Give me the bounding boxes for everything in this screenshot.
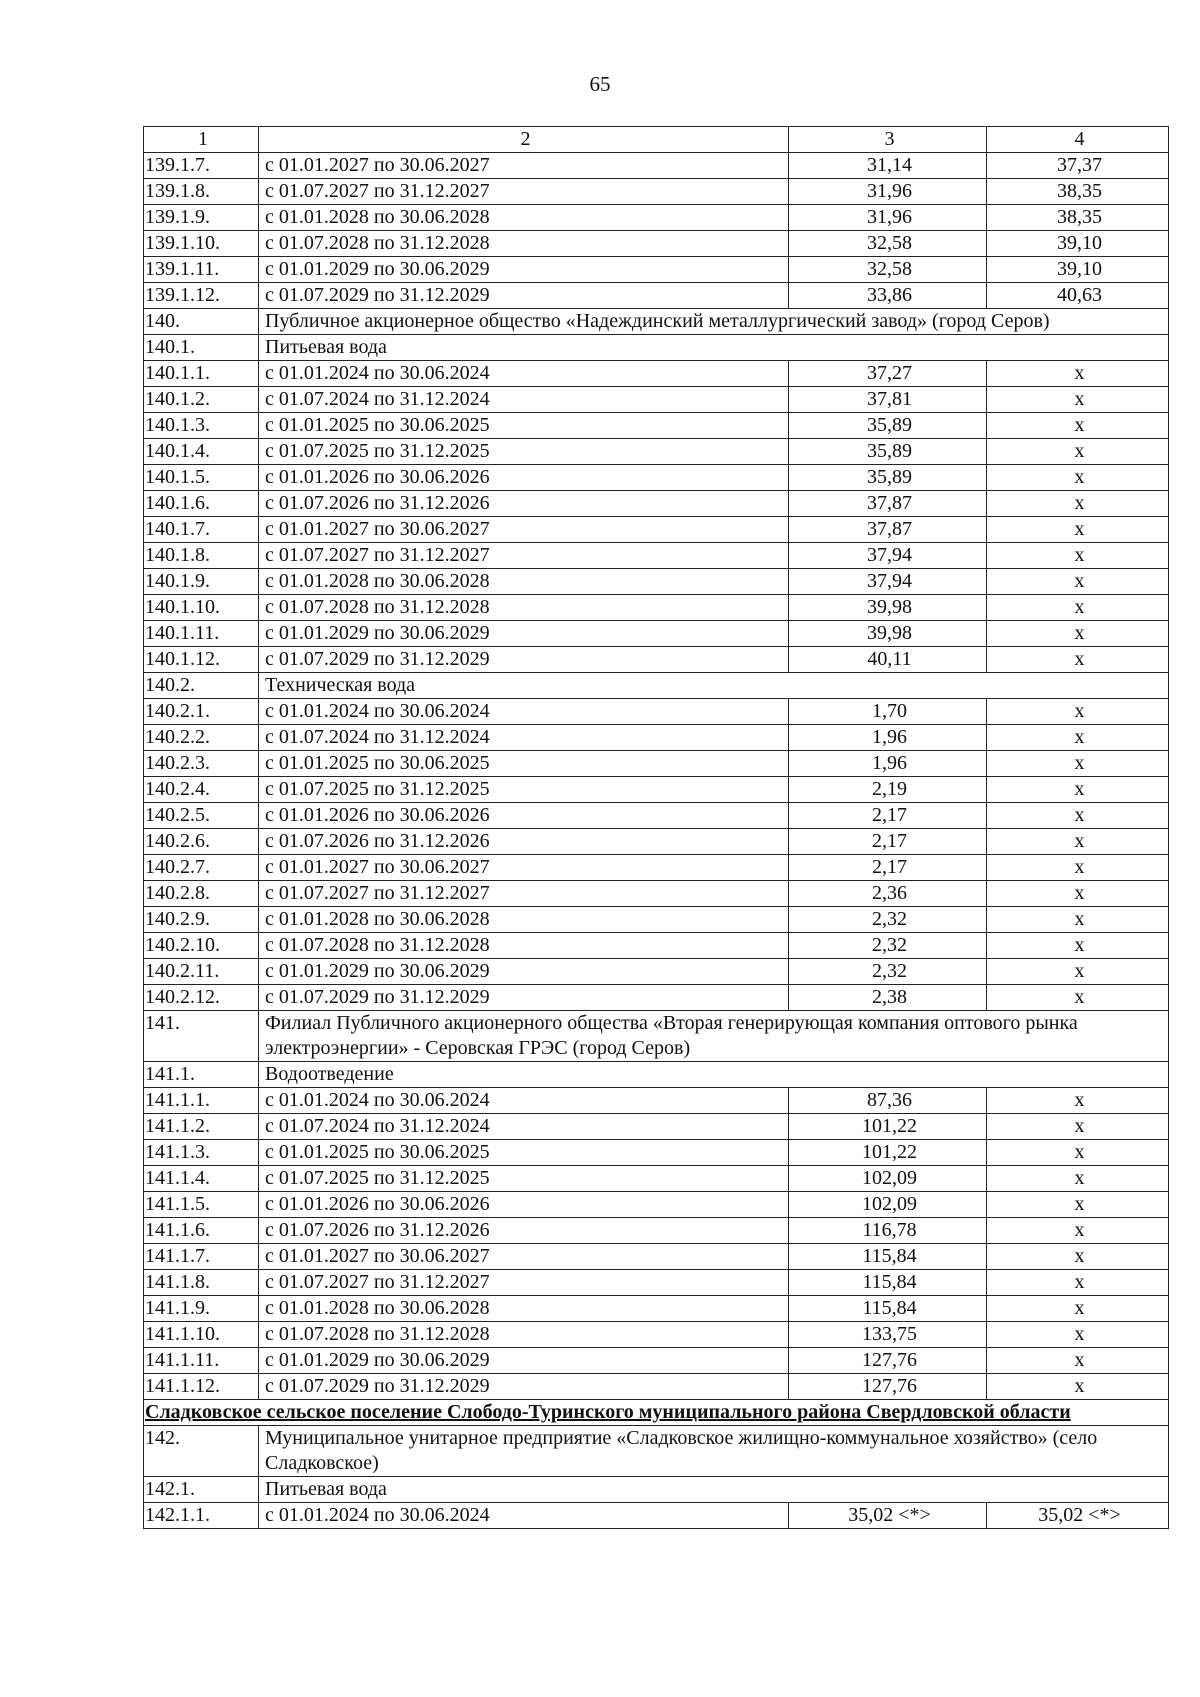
- row-value-col4: х: [987, 361, 1169, 387]
- table-row: [144, 491, 1169, 517]
- section-number: 140.1.: [144, 335, 259, 361]
- row-number: 140.1.9.: [144, 569, 259, 595]
- section-number: 140.: [144, 309, 259, 335]
- section-title: Водоотведение: [259, 1062, 1169, 1088]
- table-row: [144, 153, 1169, 179]
- row-value-col4: х: [987, 1140, 1169, 1166]
- row-value-col3: 2,19: [789, 777, 987, 803]
- row-period: с 01.01.2026 по 30.06.2026: [259, 803, 789, 829]
- row-number: 140.2.4.: [144, 777, 259, 803]
- row-number: 141.1.12.: [144, 1374, 259, 1400]
- table-row: [144, 1348, 1169, 1374]
- row-number: 141.1.3.: [144, 1140, 259, 1166]
- row-value-col4: х: [987, 647, 1169, 673]
- table-row: [144, 985, 1169, 1011]
- table-row: [144, 1140, 1169, 1166]
- section-row: [144, 309, 1169, 335]
- row-period: с 01.07.2028 по 31.12.2028: [259, 933, 789, 959]
- section-title: Питьевая вода: [259, 335, 1169, 361]
- row-number: 141.1.5.: [144, 1192, 259, 1218]
- row-value-col4: х: [987, 699, 1169, 725]
- section-row: [144, 1426, 1169, 1477]
- row-number: 140.1.12.: [144, 647, 259, 673]
- row-period: с 01.07.2029 по 31.12.2029: [259, 985, 789, 1011]
- row-value-col4: х: [987, 439, 1169, 465]
- table-row: [144, 1192, 1169, 1218]
- row-number: 140.2.7.: [144, 855, 259, 881]
- row-period: с 01.01.2028 по 30.06.2028: [259, 1296, 789, 1322]
- row-number: 139.1.7.: [144, 153, 259, 179]
- row-period: с 01.07.2026 по 31.12.2026: [259, 491, 789, 517]
- row-value-col3: 35,89: [789, 465, 987, 491]
- row-value-col3: 2,36: [789, 881, 987, 907]
- section-number: 142.1.: [144, 1477, 259, 1503]
- table-row: [144, 647, 1169, 673]
- table-row: [144, 933, 1169, 959]
- row-value-col3: 37,87: [789, 517, 987, 543]
- row-period: с 01.01.2026 по 30.06.2026: [259, 465, 789, 491]
- row-period: с 01.07.2028 по 31.12.2028: [259, 595, 789, 621]
- table-row: [144, 231, 1169, 257]
- column-header-1: 1: [144, 127, 259, 153]
- section-title: Публичное акционерное общество «Надеждинский металлургический завод» (город Серов): [259, 309, 1169, 335]
- row-period: с 01.07.2025 по 31.12.2025: [259, 1166, 789, 1192]
- row-value-col4: х: [987, 413, 1169, 439]
- table-row: [144, 855, 1169, 881]
- row-value-col4: х: [987, 1166, 1169, 1192]
- table-row: [144, 179, 1169, 205]
- table-row: [144, 543, 1169, 569]
- row-number: 141.1.4.: [144, 1166, 259, 1192]
- row-period: с 01.07.2027 по 31.12.2027: [259, 1270, 789, 1296]
- row-number: 139.1.11.: [144, 257, 259, 283]
- page-number: 65: [589, 72, 611, 96]
- row-value-col3: 35,02 <*>: [789, 1503, 987, 1529]
- section-row: [144, 335, 1169, 361]
- section-number: 141.1.: [144, 1062, 259, 1088]
- row-value-col4: х: [987, 1270, 1169, 1296]
- row-value-col4: х: [987, 907, 1169, 933]
- table-row: [144, 1296, 1169, 1322]
- row-number: 141.1.11.: [144, 1348, 259, 1374]
- row-number: 140.1.2.: [144, 387, 259, 413]
- region-title: Сладковское сельское поселение Слободо-Туринского муниципального района Свердловской области: [144, 1400, 1169, 1426]
- row-value-col4: 35,02 <*>: [987, 1503, 1169, 1529]
- table-row: [144, 517, 1169, 543]
- row-value-col3: 32,58: [789, 257, 987, 283]
- section-title: Питьевая вода: [259, 1477, 1169, 1503]
- row-value-col3: 39,98: [789, 595, 987, 621]
- table-row: [144, 439, 1169, 465]
- row-number: 140.1.7.: [144, 517, 259, 543]
- row-number: 139.1.9.: [144, 205, 259, 231]
- row-period: с 01.01.2028 по 30.06.2028: [259, 907, 789, 933]
- row-value-col4: 40,63: [987, 283, 1169, 309]
- row-value-col4: х: [987, 881, 1169, 907]
- row-period: с 01.01.2024 по 30.06.2024: [259, 1088, 789, 1114]
- table-row: [144, 621, 1169, 647]
- row-period: с 01.07.2024 по 31.12.2024: [259, 387, 789, 413]
- row-number: 140.2.8.: [144, 881, 259, 907]
- section-row: [144, 1062, 1169, 1088]
- row-value-col3: 87,36: [789, 1088, 987, 1114]
- row-value-col3: 31,96: [789, 205, 987, 231]
- row-value-col3: 133,75: [789, 1322, 987, 1348]
- row-number: 141.1.7.: [144, 1244, 259, 1270]
- table-row: [144, 257, 1169, 283]
- row-number: 140.1.10.: [144, 595, 259, 621]
- table-row: [144, 1218, 1169, 1244]
- row-value-col4: х: [987, 491, 1169, 517]
- table-row: [144, 751, 1169, 777]
- row-number: 139.1.10.: [144, 231, 259, 257]
- tariff-table-body: [144, 127, 1169, 1529]
- row-value-col3: 2,32: [789, 907, 987, 933]
- row-number: 140.1.8.: [144, 543, 259, 569]
- row-number: 140.1.11.: [144, 621, 259, 647]
- table-row: [144, 1270, 1169, 1296]
- row-period: с 01.07.2029 по 31.12.2029: [259, 1374, 789, 1400]
- row-value-col3: 2,32: [789, 959, 987, 985]
- section-title: Муниципальное унитарное предприятие «Сладковское жилищно-коммунальное хозяйство» (село Сладковское): [259, 1426, 1169, 1477]
- row-period: с 01.01.2029 по 30.06.2029: [259, 959, 789, 985]
- row-value-col3: 37,81: [789, 387, 987, 413]
- row-period: с 01.01.2025 по 30.06.2025: [259, 413, 789, 439]
- section-row: [144, 1477, 1169, 1503]
- table-row: [144, 777, 1169, 803]
- row-period: с 01.01.2027 по 30.06.2027: [259, 517, 789, 543]
- row-period: с 01.07.2028 по 31.12.2028: [259, 231, 789, 257]
- row-period: с 01.01.2027 по 30.06.2027: [259, 1244, 789, 1270]
- table-row: [144, 465, 1169, 491]
- row-value-col4: х: [987, 1088, 1169, 1114]
- row-value-col4: х: [987, 1374, 1169, 1400]
- row-period: с 01.01.2029 по 30.06.2029: [259, 257, 789, 283]
- section-title: Филиал Публичного акционерного общества «Вторая генерирующая компания оптового рынка электроэнергии» - Серовская ГРЭС (город Серов): [259, 1011, 1169, 1062]
- row-value-col3: 2,17: [789, 829, 987, 855]
- section-row: [144, 673, 1169, 699]
- row-value-col4: х: [987, 1218, 1169, 1244]
- row-number: 140.1.1.: [144, 361, 259, 387]
- row-value-col4: х: [987, 569, 1169, 595]
- row-number: 140.2.12.: [144, 985, 259, 1011]
- section-title: Техническая вода: [259, 673, 1169, 699]
- row-period: с 01.01.2024 по 30.06.2024: [259, 361, 789, 387]
- row-value-col3: 1,70: [789, 699, 987, 725]
- row-value-col3: 2,38: [789, 985, 987, 1011]
- row-period: с 01.01.2029 по 30.06.2029: [259, 621, 789, 647]
- row-number: 141.1.9.: [144, 1296, 259, 1322]
- row-value-col4: 39,10: [987, 257, 1169, 283]
- row-value-col3: 2,17: [789, 855, 987, 881]
- table-row: [144, 569, 1169, 595]
- row-number: 141.1.8.: [144, 1270, 259, 1296]
- row-period: с 01.01.2024 по 30.06.2024: [259, 699, 789, 725]
- row-period: с 01.01.2028 по 30.06.2028: [259, 205, 789, 231]
- row-value-col4: х: [987, 1114, 1169, 1140]
- row-period: с 01.01.2027 по 30.06.2027: [259, 153, 789, 179]
- table-row: [144, 1244, 1169, 1270]
- row-value-col3: 37,87: [789, 491, 987, 517]
- row-value-col4: 38,35: [987, 205, 1169, 231]
- row-value-col4: 37,37: [987, 153, 1169, 179]
- row-value-col3: 35,89: [789, 413, 987, 439]
- row-period: с 01.07.2027 по 31.12.2027: [259, 543, 789, 569]
- row-value-col3: 101,22: [789, 1140, 987, 1166]
- row-value-col3: 115,84: [789, 1296, 987, 1322]
- table-row: [144, 803, 1169, 829]
- row-number: 140.1.6.: [144, 491, 259, 517]
- row-value-col3: 127,76: [789, 1348, 987, 1374]
- row-value-col4: х: [987, 959, 1169, 985]
- row-value-col3: 115,84: [789, 1270, 987, 1296]
- row-value-col4: х: [987, 465, 1169, 491]
- row-value-col3: 1,96: [789, 751, 987, 777]
- row-value-col3: 116,78: [789, 1218, 987, 1244]
- row-value-col4: х: [987, 855, 1169, 881]
- row-period: с 01.07.2026 по 31.12.2026: [259, 829, 789, 855]
- table-row: [144, 907, 1169, 933]
- row-number: 139.1.8.: [144, 179, 259, 205]
- row-number: 141.1.10.: [144, 1322, 259, 1348]
- row-value-col4: х: [987, 777, 1169, 803]
- row-period: с 01.07.2026 по 31.12.2026: [259, 1218, 789, 1244]
- row-number: 140.2.11.: [144, 959, 259, 985]
- row-value-col3: 102,09: [789, 1192, 987, 1218]
- row-number: 140.2.1.: [144, 699, 259, 725]
- row-number: 141.1.1.: [144, 1088, 259, 1114]
- row-value-col4: х: [987, 1192, 1169, 1218]
- row-number: 140.2.2.: [144, 725, 259, 751]
- row-value-col3: 40,11: [789, 647, 987, 673]
- table-row: [144, 361, 1169, 387]
- section-number: 142.: [144, 1426, 259, 1477]
- row-period: с 01.01.2029 по 30.06.2029: [259, 1348, 789, 1374]
- row-value-col3: 115,84: [789, 1244, 987, 1270]
- table-row: [144, 1374, 1169, 1400]
- row-value-col4: х: [987, 933, 1169, 959]
- row-period: с 01.01.2027 по 30.06.2027: [259, 855, 789, 881]
- row-value-col3: 102,09: [789, 1166, 987, 1192]
- row-value-col4: х: [987, 1348, 1169, 1374]
- table-row: [144, 283, 1169, 309]
- row-value-col4: х: [987, 803, 1169, 829]
- row-period: с 01.01.2026 по 30.06.2026: [259, 1192, 789, 1218]
- section-row: [144, 1011, 1169, 1062]
- row-period: с 01.01.2025 по 30.06.2025: [259, 751, 789, 777]
- row-period: с 01.07.2027 по 31.12.2027: [259, 179, 789, 205]
- row-period: с 01.07.2024 по 31.12.2024: [259, 725, 789, 751]
- row-number: 140.1.5.: [144, 465, 259, 491]
- row-value-col3: 127,76: [789, 1374, 987, 1400]
- row-period: с 01.07.2025 по 31.12.2025: [259, 777, 789, 803]
- row-value-col4: х: [987, 751, 1169, 777]
- row-period: с 01.07.2029 по 31.12.2029: [259, 283, 789, 309]
- row-period: с 01.01.2025 по 30.06.2025: [259, 1140, 789, 1166]
- row-period: с 01.07.2028 по 31.12.2028: [259, 1322, 789, 1348]
- row-number: 140.2.3.: [144, 751, 259, 777]
- row-value-col3: 35,89: [789, 439, 987, 465]
- row-number: 140.1.3.: [144, 413, 259, 439]
- row-period: с 01.01.2028 по 30.06.2028: [259, 569, 789, 595]
- section-number: 141.: [144, 1011, 259, 1062]
- table-row: [144, 699, 1169, 725]
- table-row: [144, 725, 1169, 751]
- row-value-col4: х: [987, 621, 1169, 647]
- table-row: [144, 595, 1169, 621]
- row-value-col3: 37,27: [789, 361, 987, 387]
- table-row: [144, 1088, 1169, 1114]
- row-value-col4: х: [987, 1296, 1169, 1322]
- row-period: с 01.07.2025 по 31.12.2025: [259, 439, 789, 465]
- row-value-col3: 2,17: [789, 803, 987, 829]
- row-value-col3: 31,14: [789, 153, 987, 179]
- table-row: [144, 205, 1169, 231]
- row-number: 140.2.9.: [144, 907, 259, 933]
- column-header-4: 4: [987, 127, 1169, 153]
- row-value-col4: х: [987, 725, 1169, 751]
- table-row: [144, 1166, 1169, 1192]
- row-value-col3: 101,22: [789, 1114, 987, 1140]
- row-value-col3: 37,94: [789, 543, 987, 569]
- row-value-col3: 2,32: [789, 933, 987, 959]
- table-row: [144, 1322, 1169, 1348]
- row-period: с 01.01.2024 по 30.06.2024: [259, 1503, 789, 1529]
- row-value-col4: х: [987, 543, 1169, 569]
- row-value-col4: х: [987, 985, 1169, 1011]
- row-period: с 01.07.2029 по 31.12.2029: [259, 647, 789, 673]
- table-row: [144, 959, 1169, 985]
- column-header-2: 2: [259, 127, 789, 153]
- row-value-col3: 39,98: [789, 621, 987, 647]
- row-value-col3: 1,96: [789, 725, 987, 751]
- row-value-col4: х: [987, 595, 1169, 621]
- table-row: [144, 881, 1169, 907]
- table-row: [144, 1503, 1169, 1529]
- row-number: 140.2.5.: [144, 803, 259, 829]
- row-value-col3: 33,86: [789, 283, 987, 309]
- row-value-col4: х: [987, 1244, 1169, 1270]
- table-row: [144, 1114, 1169, 1140]
- row-value-col4: 39,10: [987, 231, 1169, 257]
- tariff-table: [143, 126, 1169, 1529]
- row-value-col3: 37,94: [789, 569, 987, 595]
- row-value-col4: х: [987, 517, 1169, 543]
- table-row: [144, 387, 1169, 413]
- table-row: [144, 413, 1169, 439]
- header-row: [144, 127, 1169, 153]
- row-number: 140.2.10.: [144, 933, 259, 959]
- row-value-col4: 38,35: [987, 179, 1169, 205]
- section-number: 140.2.: [144, 673, 259, 699]
- row-number: 142.1.1.: [144, 1503, 259, 1529]
- row-number: 141.1.6.: [144, 1218, 259, 1244]
- table-row: [144, 829, 1169, 855]
- row-period: с 01.07.2024 по 31.12.2024: [259, 1114, 789, 1140]
- row-value-col4: х: [987, 387, 1169, 413]
- column-header-3: 3: [789, 127, 987, 153]
- row-value-col4: х: [987, 1322, 1169, 1348]
- row-value-col3: 32,58: [789, 231, 987, 257]
- row-period: с 01.07.2027 по 31.12.2027: [259, 881, 789, 907]
- row-number: 140.1.4.: [144, 439, 259, 465]
- row-value-col3: 31,96: [789, 179, 987, 205]
- row-number: 139.1.12.: [144, 283, 259, 309]
- row-number: 141.1.2.: [144, 1114, 259, 1140]
- region-row: [144, 1400, 1169, 1426]
- row-number: 140.2.6.: [144, 829, 259, 855]
- row-value-col4: х: [987, 829, 1169, 855]
